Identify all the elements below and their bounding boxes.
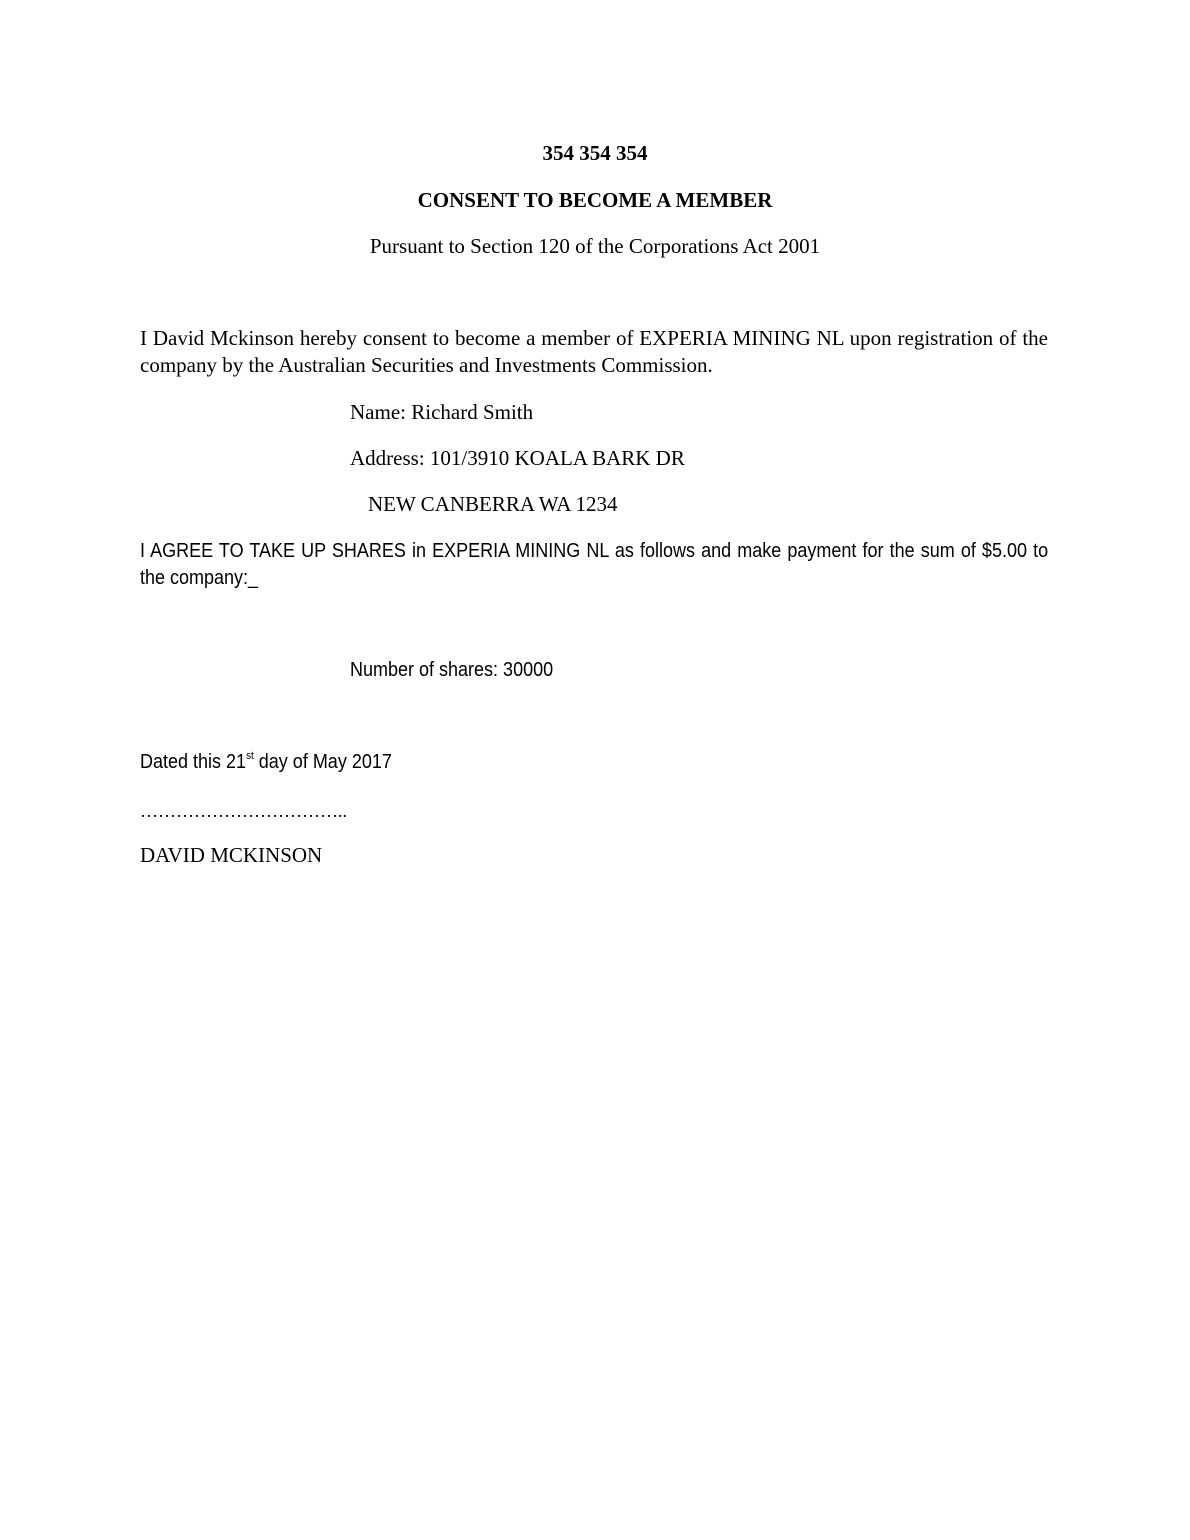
number-of-shares: Number of shares: 30000 [350, 659, 554, 681]
dated-ordinal-suffix: st [246, 750, 254, 762]
document-title: CONSENT TO BECOME A MEMBER [417, 188, 773, 212]
document-number: 354 354 354 [542, 141, 648, 165]
document-subtitle: Pursuant to Section 120 of the Corporations Act 2001 [369, 234, 821, 258]
agree-paragraph: I AGREE TO TAKE UP SHARES in EXPERIA MINING NL as follows and make payment for the sum of $5.00 to the company:_ [140, 540, 1049, 589]
signer-name: DAVID MCKINSON [140, 843, 323, 867]
dated-suffix: day of May 2017 [253, 751, 392, 773]
signature-line: …………………………….. [140, 801, 347, 821]
member-name-line: Name: Richard Smith [350, 400, 534, 424]
member-address-line-2: NEW CANBERRA WA 1234 [368, 492, 618, 516]
dated-line [140, 749, 392, 775]
dated-prefix: Dated this 21 [140, 751, 247, 773]
member-address-line-1: Address: 101/3910 KOALA BARK DR [350, 446, 685, 470]
consent-paragraph: I David Mckinson hereby consent to become a member of EXPERIA MINING NL upon registration of the company by the Australian Securities and Investments Commission. [140, 326, 1048, 377]
